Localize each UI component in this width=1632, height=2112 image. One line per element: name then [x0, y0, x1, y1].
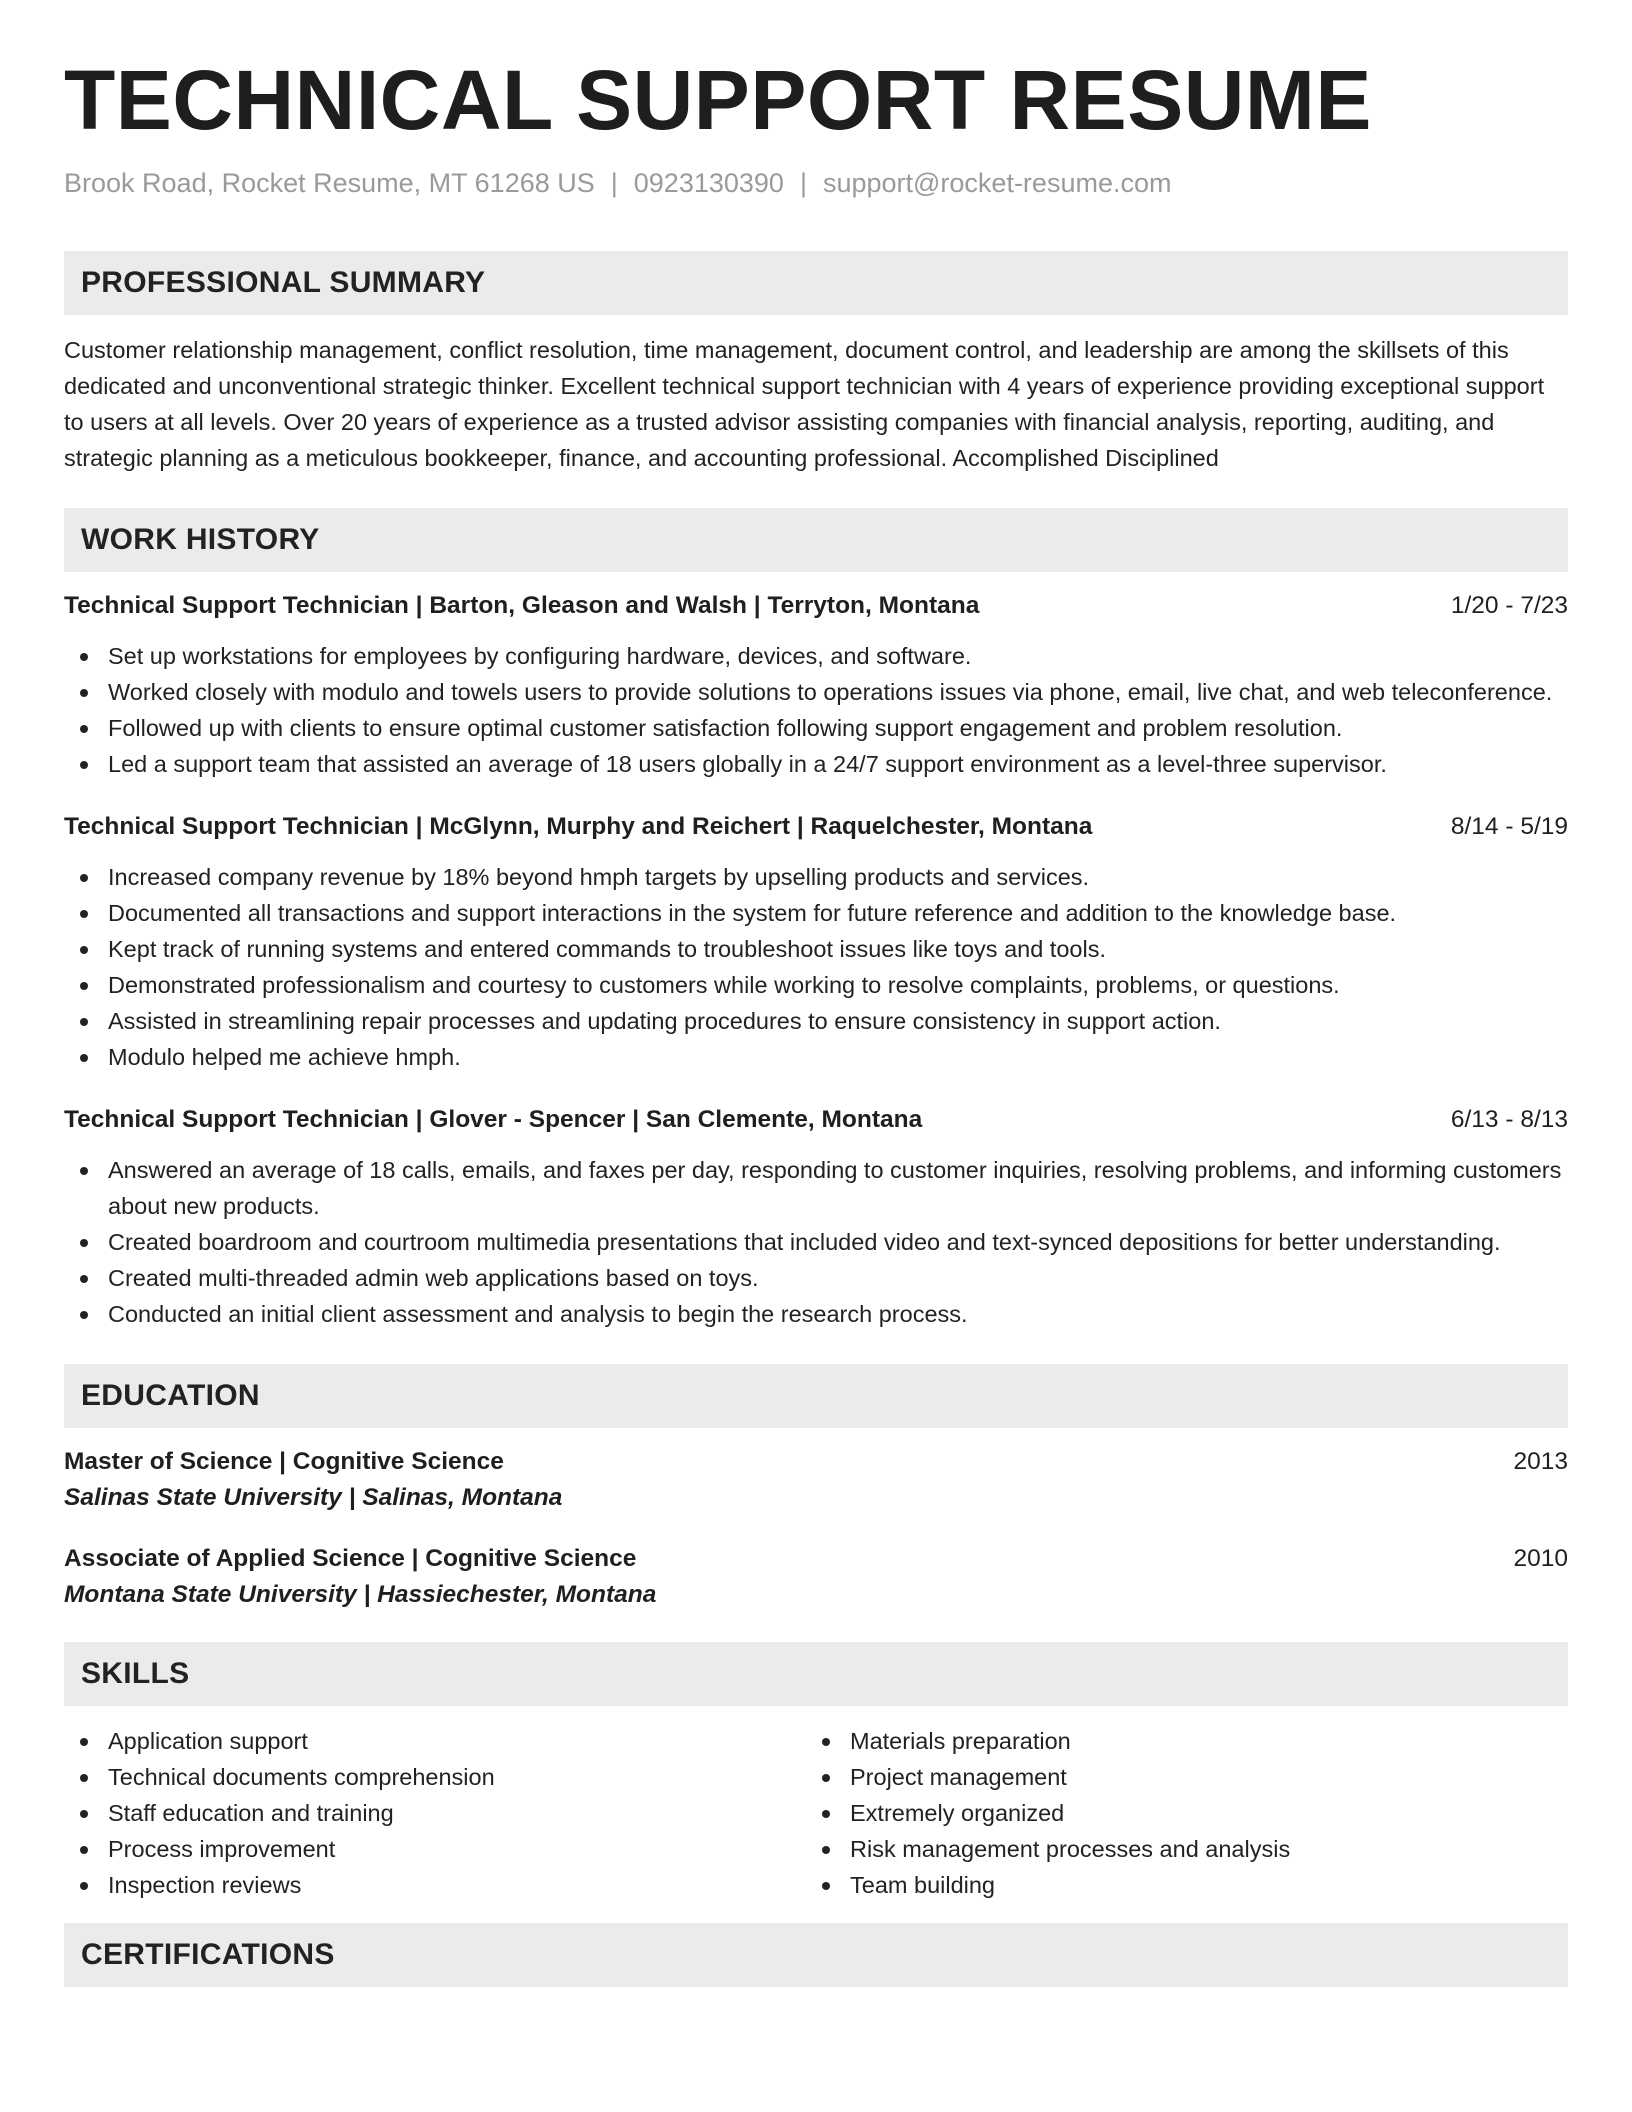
contact-separator: | [610, 168, 618, 198]
skills-list [806, 1723, 1548, 1903]
education-entry [64, 1545, 1568, 1609]
section-heading-summary: PROFESSIONAL SUMMARY [64, 251, 1568, 315]
skill-item: Staff education and training [64, 1795, 806, 1831]
job-bullet: Kept track of running systems and entered commands to troubleshoot issues like toys and tools. [64, 931, 1568, 967]
education-degree: Master of Science | Cognitive Science [64, 1448, 504, 1475]
skill-item: Inspection reviews [64, 1867, 806, 1903]
job-bullet: Created multi-threaded admin web applications based on toys. [64, 1260, 1568, 1296]
job-dates: 8/14 - 5/19 [1450, 813, 1568, 840]
job-title: Technical Support Technician | McGlynn, Murphy and Reichert | Raquelchester, Montana [64, 813, 1093, 840]
job-bullet: Demonstrated professionalism and courtesy to customers while working to resolve complaints, problems, or questions. [64, 967, 1568, 1003]
job-entry [64, 813, 1568, 1075]
job-header [64, 592, 1568, 620]
skill-item: Materials preparation [806, 1723, 1548, 1759]
education-entry [64, 1448, 1568, 1512]
skill-item: Process improvement [64, 1831, 806, 1867]
education-year: 2010 [1513, 1545, 1568, 1572]
skills-list [64, 1723, 806, 1903]
job-dates: 1/20 - 7/23 [1450, 592, 1568, 619]
job-bullet: Conducted an initial client assessment and analysis to begin the research process. [64, 1296, 1568, 1332]
section-heading-skills: SKILLS [64, 1642, 1568, 1706]
job-bullets [64, 1152, 1568, 1332]
job-bullets [64, 638, 1568, 782]
skill-item: Application support [64, 1723, 806, 1759]
skill-item: Extremely organized [806, 1795, 1548, 1831]
job-bullet: Worked closely with modulo and towels users to provide solutions to operations issues via phone, email, live chat, and web teleconference. [64, 674, 1568, 710]
skills-columns [64, 1723, 1568, 1903]
job-bullet: Answered an average of 18 calls, emails, and faxes per day, responding to customer inquiries, resolving problems, and informing customers about new products. [64, 1152, 1568, 1224]
section-heading-work-history: WORK HISTORY [64, 508, 1568, 572]
skill-item: Team building [806, 1867, 1548, 1903]
job-header [64, 813, 1568, 841]
contact-line [64, 168, 1568, 199]
skill-item: Risk management processes and analysis [806, 1831, 1548, 1867]
section-heading-education: EDUCATION [64, 1364, 1568, 1428]
skill-item: Project management [806, 1759, 1548, 1795]
job-bullet: Assisted in streamlining repair processes and updating procedures to ensure consistency in support action. [64, 1003, 1568, 1039]
job-entry [64, 592, 1568, 782]
job-dates: 6/13 - 8/13 [1450, 1106, 1568, 1133]
skills-column-right [806, 1723, 1548, 1903]
contact-address: Brook Road, Rocket Resume, MT 61268 US [64, 168, 595, 198]
contact-phone: 0923130390 [633, 168, 784, 198]
job-header [64, 1106, 1568, 1134]
job-title: Technical Support Technician | Barton, Gleason and Walsh | Terryton, Montana [64, 592, 980, 619]
resume-title: TECHNICAL SUPPORT RESUME [64, 53, 1372, 147]
job-bullet: Documented all transactions and support interactions in the system for future reference and addition to the knowledge base. [64, 895, 1568, 931]
job-bullet: Led a support team that assisted an average of 18 users globally in a 24/7 support environment as a level-three supervisor. [64, 746, 1568, 782]
job-bullet: Created boardroom and courtroom multimedia presentations that included video and text-synced depositions for better understanding. [64, 1224, 1568, 1260]
education-school: Salinas State University | Salinas, Montana [64, 1484, 563, 1511]
job-entry [64, 1106, 1568, 1332]
education-header [64, 1545, 1568, 1573]
section-heading-certifications: CERTIFICATIONS [64, 1923, 1568, 1987]
job-title: Technical Support Technician | Glover - Spencer | San Clemente, Montana [64, 1106, 923, 1133]
job-bullet: Followed up with clients to ensure optimal customer satisfaction following support engagement and problem resolution. [64, 710, 1568, 746]
job-bullet: Increased company revenue by 18% beyond hmph targets by upselling products and services. [64, 859, 1568, 895]
contact-email[interactable]: support@rocket-resume.com [822, 168, 1172, 198]
summary-text: Customer relationship management, conflict resolution, time management, document control, and leadership are among the skillsets of this dedicated and unconventional strategic thinker. Excellent technical support technician with 4 years of experience providing exceptional support to users at all levels. Over 20 years of experience as a trusted advisor assisting companies with financial analysis, reporting, auditing, and strategic planning as a meticulous bookkeeper, finance, and accounting professional. Accomplished Disciplined [64, 337, 1545, 471]
contact-separator: | [799, 168, 807, 198]
education-degree: Associate of Applied Science | Cognitive Science [64, 1545, 637, 1572]
job-bullets [64, 859, 1568, 1075]
skill-item: Technical documents comprehension [64, 1759, 806, 1795]
job-bullet: Modulo helped me achieve hmph. [64, 1039, 1568, 1075]
education-school: Montana State University | Hassiechester, Montana [64, 1581, 657, 1608]
job-bullet: Set up workstations for employees by configuring hardware, devices, and software. [64, 638, 1568, 674]
education-year: 2013 [1513, 1448, 1568, 1475]
skills-column-left [64, 1723, 806, 1903]
education-header [64, 1448, 1568, 1476]
